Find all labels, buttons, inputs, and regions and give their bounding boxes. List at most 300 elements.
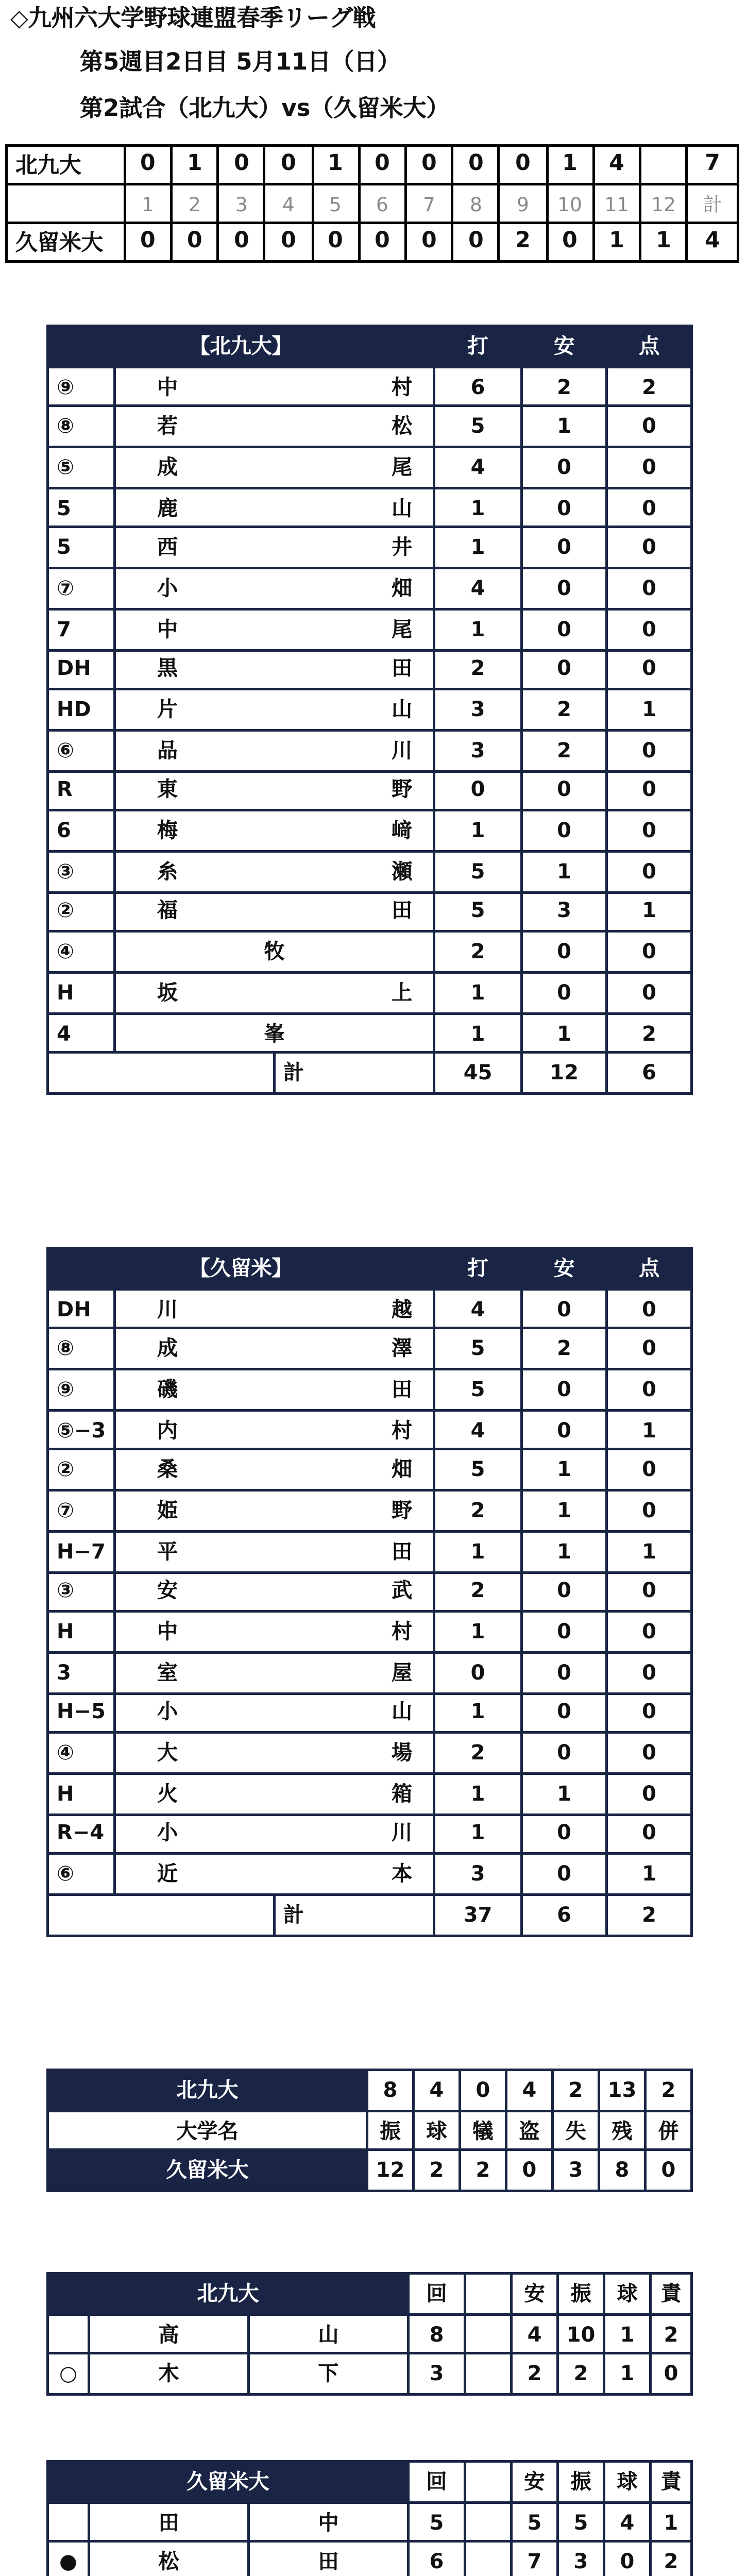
inning-number: 1 [124,184,171,223]
at-bats: 2 [434,932,522,972]
batter-name-last: 武 [275,1571,434,1612]
inning-score: 0 [546,223,593,262]
batter-row [48,730,692,770]
rbi: 0 [607,1329,692,1369]
at-bats: 2 [434,649,522,689]
batter-name-first: 安 [115,1571,275,1612]
batter-name-last: 井 [275,528,434,568]
batter-row [48,811,692,851]
batter-position: DH [48,649,115,689]
batter-name-last: 村 [275,1410,434,1450]
team-stat-value: 8 [367,2070,414,2110]
batter-name-last: 尾 [275,447,434,487]
pitching-stat: 2 [651,2314,692,2354]
inning-score: 0 [405,223,452,262]
hits: 0 [522,1410,607,1450]
hits: 1 [522,1490,607,1531]
batter-position: ⑤ [48,447,115,487]
pitching-stat: 2 [512,2354,558,2394]
hits: 0 [522,1612,607,1652]
batter-position: H [48,973,115,1013]
column-header [465,2274,512,2314]
pitching-stat [465,2502,512,2542]
team-stats-row [48,2150,692,2191]
pitching-stat: 4 [604,2502,651,2542]
at-bats: 1 [434,973,522,1013]
batter-name-last: 田 [275,892,434,932]
team-label: 【久留米】 [48,1248,434,1289]
pitching-stat: 1 [604,2354,651,2394]
inning-number: 6 [359,184,405,223]
column-header: 安 [512,2274,558,2314]
linescore-row [7,146,738,184]
total-at-bats: 37 [434,1895,522,1935]
at-bats: 2 [434,1571,522,1612]
inning-score: 1 [593,223,640,262]
batter-row [48,1814,692,1854]
total-row [48,1053,692,1093]
rbi: 0 [607,1733,692,1773]
total-rbi: 2 [607,1895,692,1935]
column-header: 責 [651,2462,692,2502]
rbi: 0 [607,1814,692,1854]
inning-number: 2 [171,184,218,223]
batter-row [48,1369,692,1410]
batter-name-last: 﨑 [275,811,434,851]
total-label: 計 [275,1895,434,1935]
team-label: 久留米大 [48,2462,409,2502]
at-bats: 5 [434,1369,522,1410]
batter-row [48,1652,692,1692]
batter-name-first: 糸 [115,851,275,891]
pitcher-row [48,2502,692,2542]
rbi: 0 [607,851,692,891]
batter-name-first: 品 [115,730,275,770]
hits: 3 [522,892,607,932]
inning-number: 3 [218,184,265,223]
total-hits: 12 [522,1053,607,1093]
column-header: 振 [558,2274,604,2314]
hits: 0 [522,1571,607,1612]
column-header: 安 [522,326,607,366]
batter-row [48,649,692,689]
batter-position: ⑦ [48,1490,115,1531]
batter-name-last: 野 [275,1490,434,1531]
rbi: 1 [607,1531,692,1571]
hits: 0 [522,1733,607,1773]
batter-position: R [48,770,115,810]
team-stats-name: 久留米大 [48,2150,367,2191]
inning-score: 1 [312,146,359,184]
team-name: 北九大 [7,146,125,184]
team-stat-value: 球 [414,2110,460,2150]
rbi: 1 [607,689,692,730]
team-stat-value: 4 [506,2070,553,2110]
team-stat-value: 犠 [460,2110,506,2150]
team-stat-value: 13 [599,2070,646,2110]
inning-number: 5 [312,184,359,223]
rbi: 2 [607,366,692,406]
batter-position: ② [48,892,115,932]
batter-name-first: 川 [115,1289,275,1329]
pitching-stat: 2 [651,2542,692,2576]
batter-name-last: 屋 [275,1652,434,1692]
at-bats: 1 [434,528,522,568]
rbi: 0 [607,1692,692,1733]
batter-name-first: 中 [115,609,275,649]
rbi: 0 [607,730,692,770]
batter-name-first: 中 [115,366,275,406]
batter-name-last: 田 [275,1531,434,1571]
inning-score: 0 [265,223,312,262]
inning-score: 1 [171,146,218,184]
batter-row [48,932,692,972]
batter-position: H−5 [48,1692,115,1733]
batter-name-last: 村 [275,366,434,406]
at-bats: 5 [434,892,522,932]
rbi: 0 [607,811,692,851]
batter-name-last: 箱 [275,1773,434,1814]
hits: 1 [522,1450,607,1490]
inning-score: 1 [640,223,687,262]
hits: 0 [522,811,607,851]
pitcher-name-first: 木 [89,2354,249,2394]
batter-name-last: 畑 [275,1450,434,1490]
team-stat-value: 4 [414,2070,460,2110]
hits: 2 [522,730,607,770]
batter-position: 7 [48,609,115,649]
rbi: 0 [607,1652,692,1692]
hits: 2 [522,1329,607,1369]
batter-row [48,1854,692,1894]
pitcher-name-last: 下 [249,2354,409,2394]
inning-number: 9 [499,184,546,223]
pitcher-row [48,2542,692,2576]
pitching-stat: 2 [558,2354,604,2394]
batter-row [48,1450,692,1490]
batter-row [48,892,692,932]
team-stats-row [48,2070,692,2110]
pitching-stat: 6 [409,2542,465,2576]
batter-position: ⑨ [48,1369,115,1410]
batter-position: R−4 [48,1814,115,1854]
batter-position: ⑥ [48,730,115,770]
batter-name-first: 火 [115,1773,275,1814]
inning-number: 11 [593,184,640,223]
hits: 0 [522,487,607,528]
batter-name-last: 山 [275,1692,434,1733]
pitching-header [48,2462,692,2502]
at-bats: 4 [434,1410,522,1450]
team-stat-value: 0 [506,2150,553,2191]
batter-name-last: 畑 [275,568,434,608]
batter-name-first: 磯 [115,1369,275,1410]
batter-name-first: 内 [115,1410,275,1450]
batter-name-first: 室 [115,1652,275,1692]
hits: 1 [522,1013,607,1053]
total-at-bats: 45 [434,1053,522,1093]
batter-row [48,1531,692,1571]
at-bats: 0 [434,770,522,810]
team-stat-value: 0 [646,2150,692,2191]
inning-header-blank [7,184,125,223]
rbi: 0 [607,770,692,810]
total-rbi: 6 [607,1053,692,1093]
team-label: 北九大 [48,2274,409,2314]
batting-table-home [46,325,693,1095]
pitching-stat: 5 [512,2502,558,2542]
batter-position: ④ [48,932,115,972]
hits: 0 [522,447,607,487]
rbi: 0 [607,487,692,528]
rbi: 0 [607,1612,692,1652]
batter-name-first: 中 [115,1612,275,1652]
inning-number: 12 [640,184,687,223]
team-stat-value: 残 [599,2110,646,2150]
hits: 0 [522,1814,607,1854]
inning-score: 0 [359,223,405,262]
column-header: 振 [558,2462,604,2502]
batter-row [48,1692,692,1733]
batter-position: ⑧ [48,406,115,447]
column-header: 責 [651,2274,692,2314]
batter-row [48,770,692,810]
pitching-stat [465,2314,512,2354]
rbi: 0 [607,1773,692,1814]
linescore-row [7,223,738,262]
pitching-stat [465,2354,512,2394]
team-stats-name: 大学名 [48,2110,367,2150]
hits: 0 [522,1289,607,1329]
batter-row [48,487,692,528]
batter-position: 5 [48,528,115,568]
hits: 0 [522,1652,607,1692]
column-header: 球 [604,2462,651,2502]
batter-name-first: 梅 [115,811,275,851]
team-stats [46,2069,693,2192]
batter-name-first: 西 [115,528,275,568]
column-header: 回 [409,2462,465,2502]
batter-position: ⑨ [48,366,115,406]
batter-name-last: 山 [275,689,434,730]
batter-name-first: 小 [115,568,275,608]
batter-name-first: 桑 [115,1450,275,1490]
decision-mark: ● [48,2542,89,2576]
batter-row [48,1329,692,1369]
rbi: 0 [607,649,692,689]
at-bats: 1 [434,609,522,649]
rbi: 0 [607,1369,692,1410]
inning-score: 0 [124,146,171,184]
inning-score: 0 [265,146,312,184]
column-header: 球 [604,2274,651,2314]
hits: 0 [522,609,607,649]
total-blank [48,1895,275,1935]
batter-position: ② [48,1450,115,1490]
pitching-header [48,2274,692,2314]
rbi: 1 [607,892,692,932]
at-bats: 1 [434,811,522,851]
batter-row [48,568,692,608]
inning-score [640,146,687,184]
column-header: 安 [512,2462,558,2502]
batter-position: ③ [48,1571,115,1612]
rbi: 1 [607,1854,692,1894]
batting-header [48,326,692,366]
batter-name-last: 越 [275,1289,434,1329]
batter-name-first: 東 [115,770,275,810]
batter-name-last: 瀬 [275,851,434,891]
rbi: 0 [607,1289,692,1329]
batter-row [48,1571,692,1612]
inning-score: 0 [124,223,171,262]
team-label: 【北九大】 [48,326,434,366]
rbi: 2 [607,1013,692,1053]
pitching-stat: 3 [558,2542,604,2576]
inning-score: 0 [171,223,218,262]
batter-name-first: 小 [115,1814,275,1854]
rbi: 0 [607,1490,692,1531]
pitching-stat: 1 [651,2502,692,2542]
inning-score: 0 [218,223,265,262]
at-bats: 2 [434,1733,522,1773]
game-title: ◇九州六大学野球連盟春季リーグ戦 [10,8,376,33]
pitching-stat: 1 [604,2314,651,2354]
pitcher-name-first: 松 [89,2542,249,2576]
batter-row [48,1490,692,1531]
team-stat-value: 振 [367,2110,414,2150]
total-label: 計 [275,1053,434,1093]
at-bats: 4 [434,447,522,487]
rbi: 0 [607,1450,692,1490]
at-bats: 5 [434,406,522,447]
team-stats-name: 北九大 [48,2070,367,2110]
batter-position: ⑦ [48,568,115,608]
batter-name: 峯 [115,1013,434,1053]
rbi: 0 [607,973,692,1013]
pitcher-row [48,2354,692,2394]
team-stats-row [48,2110,692,2150]
batter-name-last: 山 [275,487,434,528]
batter-name-last: 尾 [275,609,434,649]
batting-table-away [46,1247,693,1936]
at-bats: 1 [434,1692,522,1733]
batter-position: 3 [48,1652,115,1692]
game-date: 第5週目2日目 5月11日（日） [80,52,401,77]
column-header: 打 [434,326,522,366]
rbi: 1 [607,1410,692,1450]
inning-score: 0 [312,223,359,262]
decision-mark: ○ [48,2354,89,2394]
batter-name-first: 成 [115,447,275,487]
batter-row [48,1013,692,1053]
hits: 2 [522,366,607,406]
batter-position: 4 [48,1013,115,1053]
at-bats: 3 [434,1854,522,1894]
team-name: 久留米大 [7,223,125,262]
pitching-stat: 5 [409,2502,465,2542]
batter-name-last: 田 [275,649,434,689]
at-bats: 3 [434,689,522,730]
batter-name-last: 田 [275,1369,434,1410]
at-bats: 1 [434,1531,522,1571]
batter-position: ③ [48,851,115,891]
batter-name-last: 本 [275,1854,434,1894]
inning-score: 0 [359,146,405,184]
batter-name-last: 村 [275,1612,434,1652]
batter-name-first: 大 [115,1733,275,1773]
team-stat-value: 2 [553,2070,599,2110]
at-bats: 2 [434,1490,522,1531]
rbi: 0 [607,528,692,568]
team-stat-value: 併 [646,2110,692,2150]
total-row [48,1895,692,1935]
team-stat-value: 失 [553,2110,599,2150]
team-stat-value: 盗 [506,2110,553,2150]
at-bats: 1 [434,1013,522,1053]
at-bats: 3 [434,730,522,770]
at-bats: 6 [434,366,522,406]
hits: 1 [522,406,607,447]
inning-score: 4 [687,223,738,262]
batter-name-last: 松 [275,406,434,447]
batter-row [48,447,692,487]
hits: 1 [522,851,607,891]
inning-number: 8 [452,184,499,223]
batter-position: ⑥ [48,1854,115,1894]
rbi: 0 [607,1571,692,1612]
batting-header [48,1248,692,1289]
at-bats: 5 [434,1450,522,1490]
batter-row [48,1612,692,1652]
rbi: 0 [607,609,692,649]
pitching-stat: 5 [558,2502,604,2542]
rbi: 0 [607,447,692,487]
batter-row [48,366,692,406]
hits: 0 [522,932,607,972]
batter-position: H−7 [48,1531,115,1571]
rbi: 0 [607,406,692,447]
batter-row [48,406,692,447]
pitching-stat: 7 [512,2542,558,2576]
pitching-stat: 8 [409,2314,465,2354]
batter-name-first: 平 [115,1531,275,1571]
hits: 0 [522,1854,607,1894]
game-matchup: 第2試合（北九大）vs（久留米大） [80,98,450,124]
column-header: 点 [607,1248,692,1289]
team-stat-value: 0 [460,2070,506,2110]
pitcher-name-last: 中 [249,2502,409,2542]
total-blank [48,1053,275,1093]
batter-position: H [48,1612,115,1652]
batter-position: HD [48,689,115,730]
team-stat-value: 8 [599,2150,646,2191]
batter-position: DH [48,1289,115,1329]
inning-score: 0 [452,223,499,262]
hits: 1 [522,1773,607,1814]
hits: 0 [522,649,607,689]
hits: 0 [522,568,607,608]
pitching-stat: 0 [604,2542,651,2576]
team-stat-value: 2 [646,2070,692,2110]
batter-position: ⑤−3 [48,1410,115,1450]
pitching-table-home [46,2272,693,2396]
batter-name-first: 黒 [115,649,275,689]
line-score [5,144,739,263]
at-bats: 5 [434,1329,522,1369]
hits: 1 [522,1531,607,1571]
pitcher-name-last: 山 [249,2314,409,2354]
